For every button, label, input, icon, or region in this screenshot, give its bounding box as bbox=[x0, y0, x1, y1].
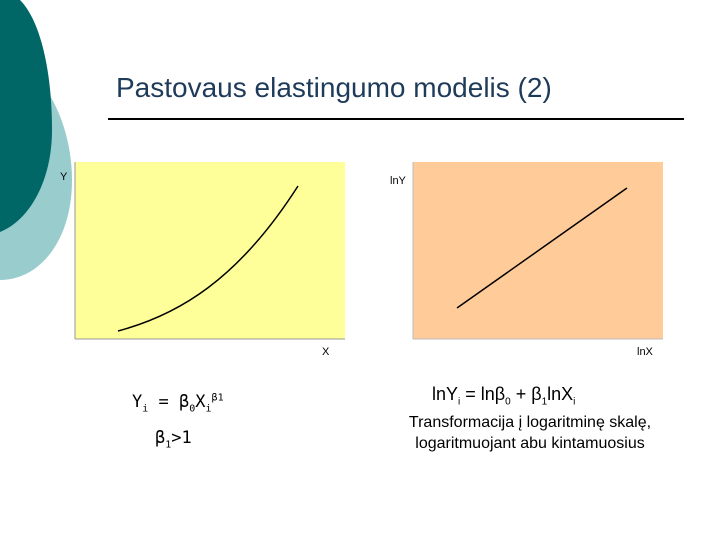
left-chart-y-label: Y bbox=[60, 171, 68, 183]
right-chart bbox=[395, 160, 675, 360]
right-formula-x-index: i bbox=[573, 396, 576, 408]
title-underline bbox=[108, 118, 684, 120]
left-formula-eq-beta: = β bbox=[148, 392, 190, 412]
condition-beta: β bbox=[155, 428, 166, 448]
right-formula-plus-beta: + β bbox=[510, 384, 542, 404]
left-formula-main bbox=[132, 392, 224, 414]
right-chart-x-label: lnX bbox=[637, 346, 653, 358]
condition-beta-index: 1 bbox=[165, 439, 172, 451]
left-chart-plot-area bbox=[75, 162, 345, 339]
right-formula-beta0-index: 0 bbox=[505, 396, 511, 408]
right-formula-description: Transformacija į logaritminę skalę, logaritmuojant abu kintamuosius bbox=[408, 414, 652, 452]
left-formula-x: X bbox=[195, 392, 206, 412]
slide-title: Pastovaus elastingumo modelis (2) bbox=[116, 72, 552, 103]
right-formula-eq-lnbeta: = lnβ bbox=[460, 384, 506, 404]
right-chart-y-label: lnY bbox=[390, 175, 406, 187]
right-formula-main bbox=[432, 384, 575, 408]
left-formula-y: Y bbox=[132, 392, 143, 412]
left-formula-exponent: β1 bbox=[211, 392, 224, 404]
left-chart-x-label: X bbox=[322, 346, 330, 358]
left-formula-condition bbox=[155, 428, 192, 450]
right-formula-beta1-index: 1 bbox=[541, 396, 548, 408]
left-formula-y-index: i bbox=[142, 403, 149, 415]
right-formula-lny: lnY bbox=[432, 384, 459, 404]
left-formula-beta0-index: 0 bbox=[189, 403, 196, 415]
left-formula-x-index: i bbox=[205, 403, 212, 415]
right-formula-y-index: i bbox=[458, 396, 461, 408]
right-formula-lnx: lnX bbox=[547, 384, 574, 404]
left-chart bbox=[58, 160, 358, 360]
condition-rest: >1 bbox=[171, 428, 192, 448]
